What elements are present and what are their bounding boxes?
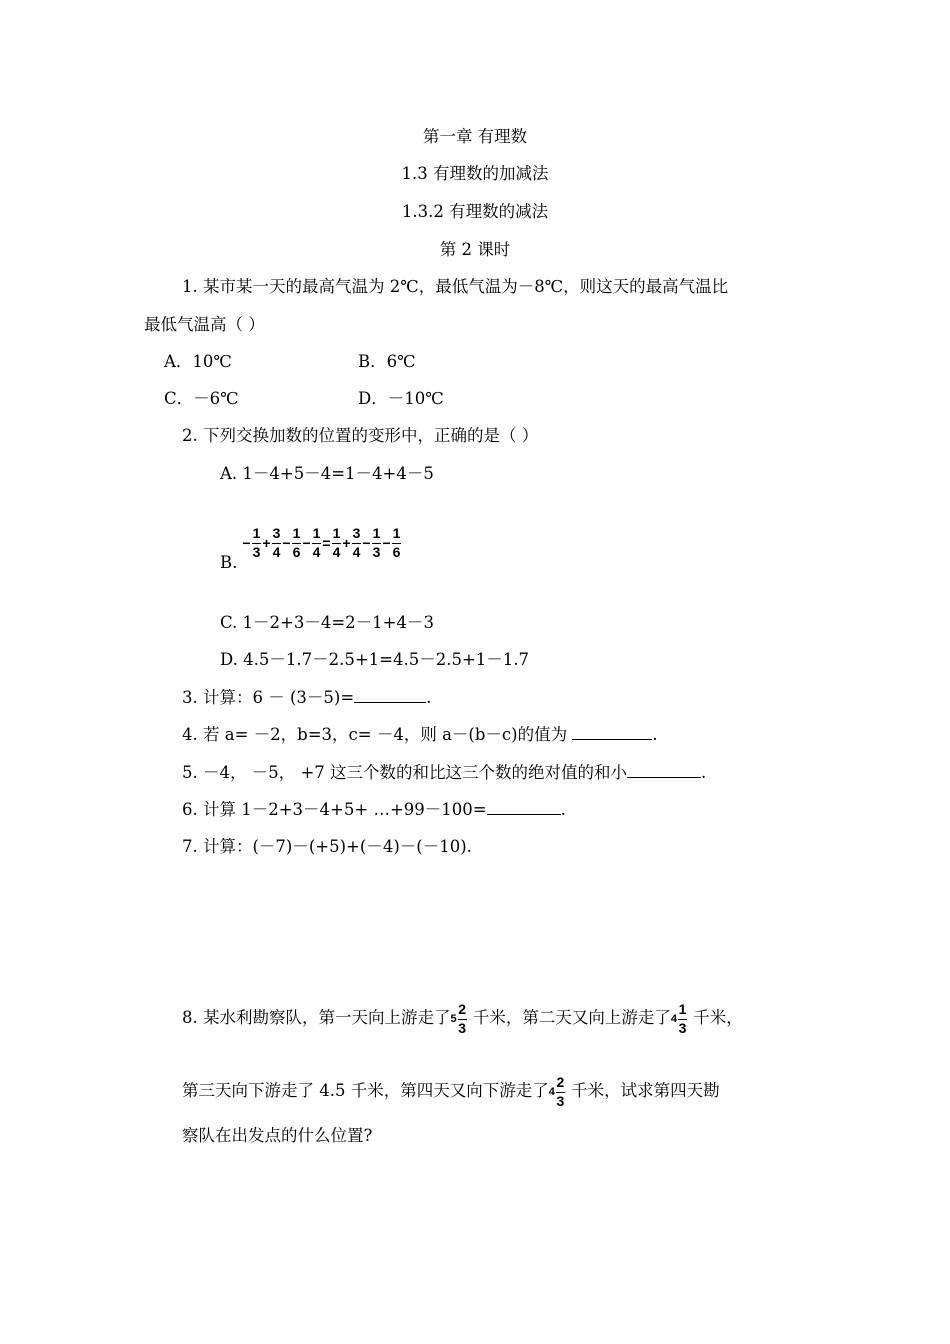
b-fraction: $\frac{1}{4}$: [332, 525, 341, 560]
q4-period: .: [652, 725, 658, 744]
q8-line3: 察队在出发点的什么位置?: [182, 1126, 373, 1145]
q1-stem-line1: 1. 某市某一天的最高气温为 2℃，最低气温为－8℃，则这天的最高气温比: [182, 277, 729, 296]
b-op: −: [242, 535, 251, 551]
b-op: +: [342, 535, 351, 551]
q5-text: 5. －4， －5， +7 这三个数的和比这三个数的绝对值的和小: [182, 763, 628, 782]
q8-part4: 第三天向下游走了 4.5 千米，第四天又向下游走了: [182, 1081, 549, 1100]
b-op: −: [302, 535, 311, 551]
q1-option-c: C．－6℃: [164, 389, 239, 408]
b-fraction: $\frac{1}{4}$: [312, 525, 321, 560]
b-op: −: [382, 535, 391, 551]
b-op: =: [322, 535, 331, 551]
b-fraction: $\frac{1}{3}$: [372, 525, 381, 560]
q6: [182, 799, 566, 821]
q2-option-c: C. 1－2+3－4=2－1+4－3: [220, 613, 434, 632]
q8-part3: 千米，: [688, 1008, 743, 1027]
q1-option-a: A．10℃: [164, 352, 232, 371]
q8-line2: [182, 1071, 720, 1112]
b-fraction: $\frac{1}{3}$: [252, 525, 261, 560]
q2-option-d: D. 4.5－1.7－2.5+1=4.5－2.5+1－1.7: [220, 650, 530, 669]
q8-part2: 千米，第二天又向上游走了: [467, 1008, 671, 1027]
b-op: −: [282, 535, 291, 551]
lesson-title: 第 2 课时: [439, 240, 511, 259]
q5: [182, 762, 706, 784]
q2-stem: 2. 下列交换加数的位置的变形中，正确的是（ ）: [182, 426, 539, 445]
q2-option-b-label: B.: [220, 553, 238, 572]
q4-answer-blank[interactable]: [572, 725, 652, 740]
q1-option-b: B．6℃: [358, 352, 416, 371]
q5-period: .: [701, 763, 707, 782]
q6-text: 6. 计算 1－2+3－4+5+ …+99－100=: [182, 800, 487, 819]
b-op: +: [262, 535, 271, 551]
q3-text: 3. 计算：6 － (3－5)=: [182, 688, 355, 707]
q8-line1: [182, 998, 743, 1039]
q4-text: 4. 若 a= －2，b=3，c= －4，则 a－(b－c)的值为: [182, 725, 573, 744]
b-fraction: $\frac{3}{4}$: [352, 525, 361, 560]
mixed-number-4-1-3: 4 $\frac{1}{3}$: [670, 1001, 687, 1036]
section-title: 1.3 有理数的加减法: [401, 164, 549, 183]
q6-period: .: [560, 800, 566, 819]
chapter-title: 第一章 有理数: [422, 127, 528, 146]
q2-option-b-expression: [242, 526, 402, 560]
mixed-number-5-2-3: 5 $\frac{2}{3}$: [450, 1001, 467, 1036]
q6-answer-blank[interactable]: [487, 800, 561, 815]
q5-answer-blank[interactable]: [627, 763, 701, 778]
q8-part5: 千米，试求第四天勘: [565, 1081, 720, 1100]
mixed-number-4-2-3: 4 $\frac{2}{3}$: [548, 1074, 565, 1109]
subsection-title: 1.3.2 有理数的减法: [401, 202, 549, 221]
q4: [182, 724, 658, 746]
b-fraction: $\frac{1}{6}$: [392, 525, 401, 560]
q7: 7. 计算：(－7)－(+5)+(－4)－(－10).: [182, 837, 472, 856]
b-fraction: $\frac{3}{4}$: [272, 525, 281, 560]
b-op: −: [362, 535, 371, 551]
q3: [182, 687, 431, 709]
q2-option-a: A. 1－4+5－4=1－4+4－5: [220, 464, 434, 483]
q3-answer-blank[interactable]: [354, 688, 426, 703]
b-fraction: $\frac{1}{6}$: [292, 525, 301, 560]
q3-period: .: [426, 688, 432, 707]
q1-option-d: D．－10℃: [358, 389, 444, 408]
q1-stem-line2: 最低气温高（ ）: [144, 315, 265, 334]
q8-part1: 8. 某水利勘察队，第一天向上游走了: [182, 1008, 451, 1027]
